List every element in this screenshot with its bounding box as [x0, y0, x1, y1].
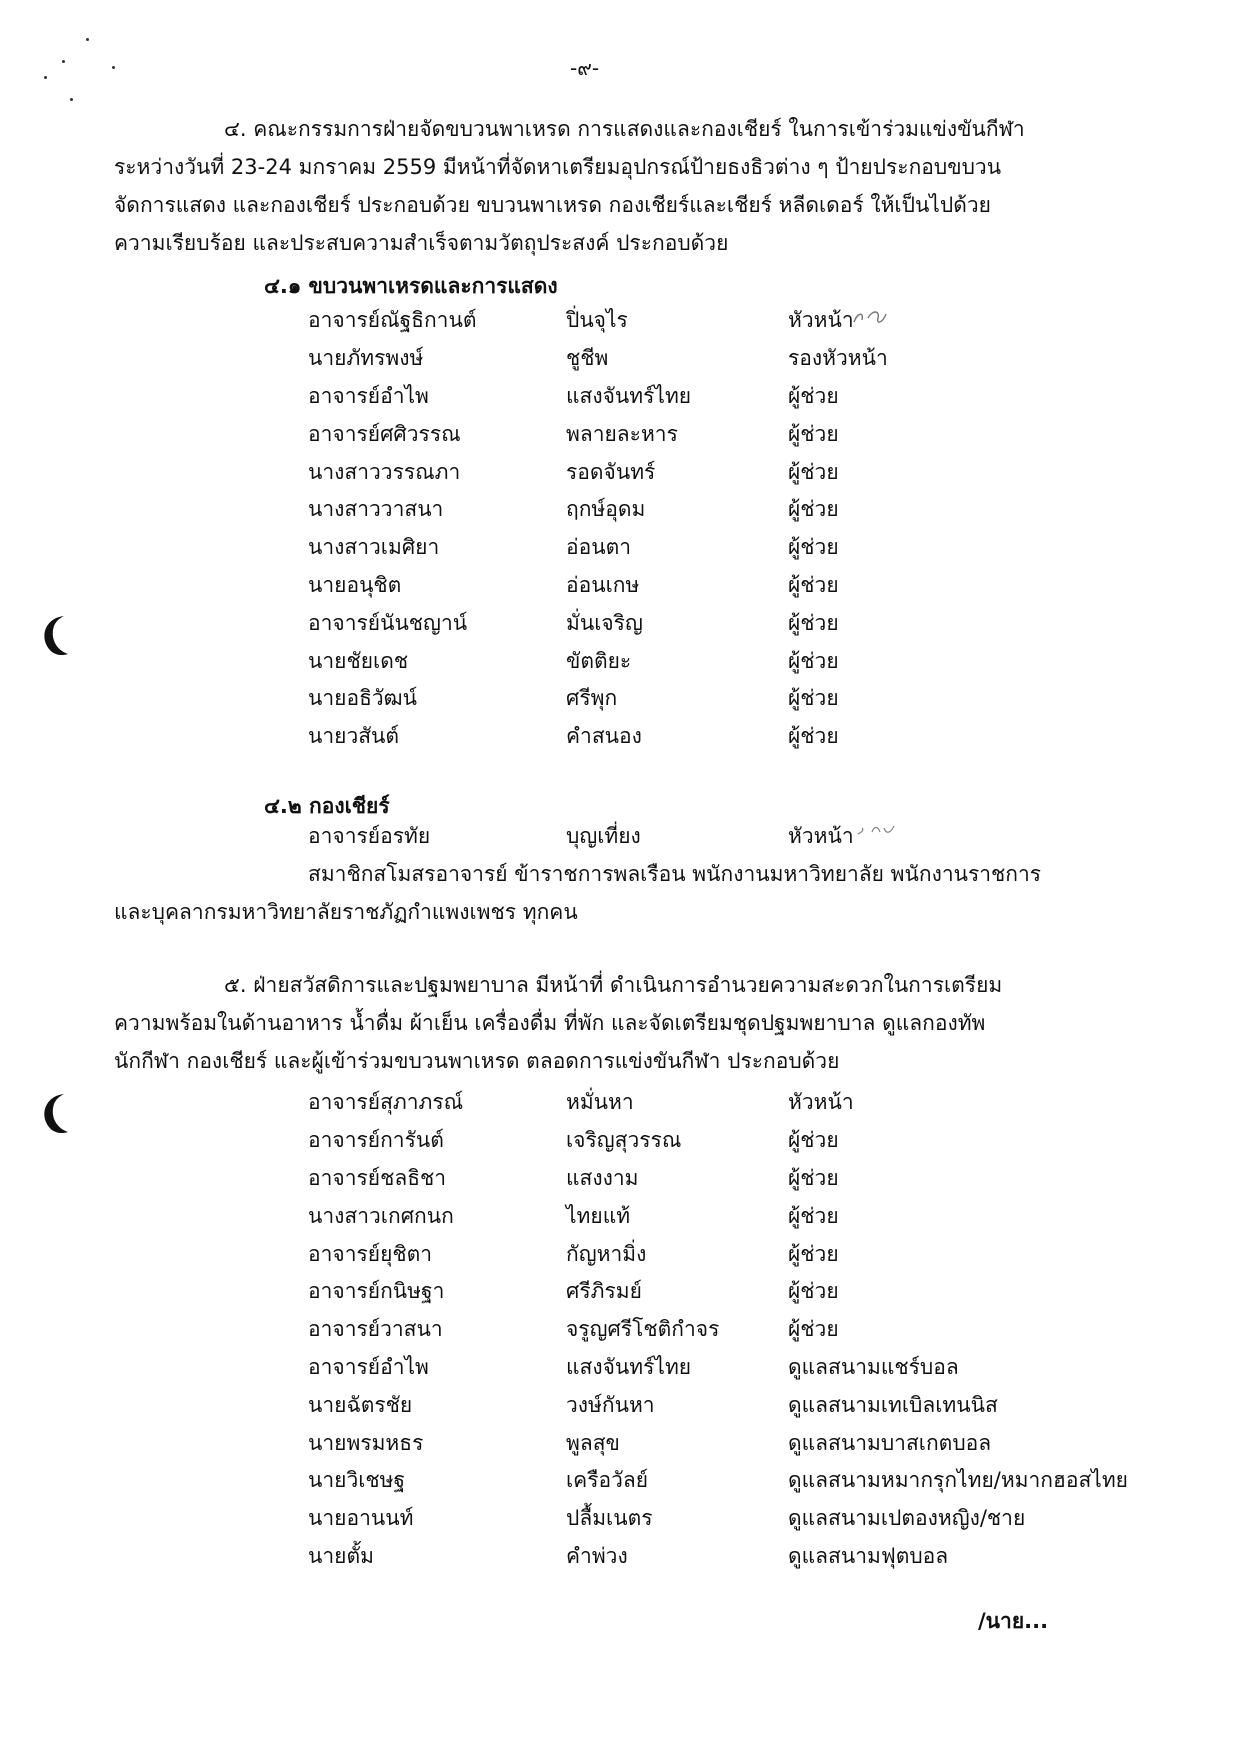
table-row — [308, 1160, 1188, 1198]
scan-speck — [70, 98, 73, 101]
member-surname: รอดจันทร์ — [566, 459, 656, 484]
member-name: นายอนุชิต — [308, 572, 402, 597]
member-surname: คำพ่วง — [566, 1543, 628, 1568]
punch-hole-icon — [34, 612, 74, 658]
member-role: หัวหน้า — [788, 824, 854, 849]
scan-speck — [86, 38, 89, 41]
table-row — [308, 302, 1188, 340]
member-role: ผู้ช่วย — [788, 648, 839, 673]
member-role: ผู้ช่วย — [788, 459, 839, 484]
member-name: อาจารย์ณัฐธิกานต์ — [308, 308, 477, 333]
member-surname: อ่อนตา — [566, 535, 632, 560]
scan-speck — [44, 76, 47, 79]
table-row — [308, 1462, 1188, 1500]
cheer-note-line: และบุคลากรมหาวิทยาลัยราชภัฏกำแพงเพชร ทุกคน — [114, 900, 578, 924]
member-role: ผู้ช่วย — [788, 724, 839, 749]
member-role: ดูแลสนามบาสเกตบอล — [788, 1430, 992, 1455]
cheer-note-line: สมาชิกสโมสรอาจารย์ ข้าราชการพลเรือน พนักงานมหาวิทยาลัย พนักงานราชการ — [308, 862, 1042, 886]
member-surname: ศรีภิรมย์ — [566, 1279, 642, 1304]
member-surname: อ่อนเกษ — [566, 572, 640, 597]
member-surname: คำสนอง — [566, 724, 642, 749]
section5-intro-line: นักกีฬา กองเชียร์ และผู้เข้าร่วมขบวนพาเหรด ตลอดการแข่งขันกีฬา ประกอบด้วย — [114, 1049, 840, 1073]
punch-hole-icon — [34, 1090, 74, 1136]
member-role: ผู้ช่วย — [788, 535, 839, 560]
member-role: ผู้ช่วย — [788, 1203, 839, 1228]
member-name: นายตั้ม — [308, 1543, 374, 1568]
member-surname: แสงงาม — [566, 1165, 639, 1190]
member-surname: มั่นเจริญ — [566, 610, 643, 635]
scan-speck — [112, 66, 115, 69]
member-name: อาจารย์การันต์ — [308, 1128, 444, 1153]
table-row — [308, 718, 1188, 756]
member-role: ดูแลสนามหมากรุกไทย/หมากฮอสไทย — [788, 1468, 1128, 1493]
member-name: นายภัทรพงษ์ — [308, 346, 424, 371]
table-row — [308, 1084, 1188, 1122]
member-name: อาจารย์อำไพ — [308, 383, 429, 408]
member-role: ดูแลสนามเทเบิลเทนนิส — [788, 1392, 998, 1417]
table-row — [308, 1273, 1188, 1311]
table-row — [308, 1538, 1188, 1576]
member-name: นายอธิวัฒน์ — [308, 686, 417, 711]
page-number: -๙- — [570, 56, 600, 80]
table-row — [308, 567, 1188, 605]
member-surname: กัญหามิ่ง — [566, 1241, 647, 1266]
table-row — [308, 415, 1188, 453]
member-role: ผู้ช่วย — [788, 421, 839, 446]
section5-intro-line: ความพร้อมในด้านอาหาร น้ำดื่ม ผ้าเย็น เครื่องดื่ม ที่พัก และจัดเตรียมชุดปฐมพยาบาล ดูแลกองทัพ — [114, 1011, 986, 1035]
member-surname: พลายละหาร — [566, 421, 678, 446]
member-role: ผู้ช่วย — [788, 1241, 839, 1266]
member-role: ดูแลสนามฟุตบอล — [788, 1543, 949, 1568]
member-surname: เครือวัลย์ — [566, 1468, 649, 1493]
member-name: นางสาวเมศิยา — [308, 535, 440, 560]
scan-speck — [62, 60, 65, 63]
table-row — [308, 1500, 1188, 1538]
member-role: ดูแลสนามเปตองหญิง/ชาย — [788, 1506, 1026, 1531]
member-role: ผู้ช่วย — [788, 572, 839, 597]
table-row — [308, 1311, 1188, 1349]
member-name: นายวสันต์ — [308, 724, 400, 749]
section4-intro — [114, 110, 1025, 262]
member-surname: วงษ์กันหา — [566, 1392, 655, 1417]
section5-intro-line: ๕. ฝ่ายสวัสดิการและปฐมพยาบาล มีหน้าที่ ดำเนินการอำนวยความสะดวกในการเตรียม — [224, 973, 1003, 997]
member-surname: บุญเที่ยง — [566, 824, 641, 849]
member-surname: ปลื้มเนตร — [566, 1506, 653, 1531]
member-name: นายฉัตรชัย — [308, 1392, 413, 1417]
member-name: อาจารย์อำไพ — [308, 1354, 429, 1379]
table-row — [308, 1122, 1188, 1160]
table-row — [308, 1349, 1188, 1387]
member-role: ผู้ช่วย — [788, 1317, 839, 1342]
initials-scribble — [852, 306, 888, 328]
member-name: อาจารย์สุภาภรณ์ — [308, 1090, 464, 1115]
member-role: ผู้ช่วย — [788, 497, 839, 522]
member-role: หัวหน้า — [788, 1090, 854, 1115]
initials-scribble — [856, 822, 896, 840]
member-role: ผู้ช่วย — [788, 1128, 839, 1153]
table-row — [308, 680, 1188, 718]
section4-intro-line: จัดการแสดง และกองเชียร์ ประกอบด้วย ขบวนพาเหรด กองเชียร์และเชียร์ หลีดเดอร์ ให้เป็นไปด้วย — [114, 193, 991, 217]
member-surname: ฤกษ์อุดม — [566, 497, 646, 522]
section5-intro — [114, 966, 1002, 1080]
member-role: ผู้ช่วย — [788, 610, 839, 635]
section5-roster — [308, 1084, 1188, 1575]
subsection-4-1-roster — [308, 302, 1188, 756]
page-continuation-marker: /นาย... — [978, 1609, 1049, 1633]
member-role: หัวหน้า — [788, 308, 854, 333]
member-surname: จรูญศรีโชติกำจร — [566, 1317, 720, 1342]
member-surname: ปิ่นจุไร — [566, 308, 628, 333]
table-row — [308, 529, 1188, 567]
member-surname: แสงจันทร์ไทย — [566, 383, 692, 408]
member-name: นายพรมหธร — [308, 1430, 424, 1455]
table-row — [308, 1424, 1188, 1462]
member-role: ผู้ช่วย — [788, 686, 839, 711]
member-surname: ขัตติยะ — [566, 648, 632, 673]
subsection-4-2-title: ๔.๒ กองเชียร์ — [264, 794, 390, 818]
table-row — [308, 642, 1188, 680]
table-row — [308, 453, 1188, 491]
member-surname: พูลสุข — [566, 1430, 620, 1455]
member-name: อาจารย์นันชญาน์ — [308, 610, 468, 635]
member-name: นายชัยเดช — [308, 648, 409, 673]
table-row — [308, 491, 1188, 529]
member-role: ดูแลสนามแชร์บอล — [788, 1354, 959, 1379]
member-name: นางสาววาสนา — [308, 497, 444, 522]
table-row — [308, 378, 1188, 416]
member-role: รองหัวหน้า — [788, 346, 888, 371]
member-name: นายวิเชษฐ — [308, 1468, 406, 1493]
section4-intro-line: ๔. คณะกรรมการฝ่ายจัดขบวนพาเหรด การแสดงและกองเชียร์ ในการเข้าร่วมแข่งขันกีฬา — [224, 117, 1025, 141]
member-role: ผู้ช่วย — [788, 383, 839, 408]
member-name: นางสาวเกศกนก — [308, 1203, 454, 1228]
member-name: อาจารย์อรทัย — [308, 824, 431, 849]
member-name: นางสาววรรณภา — [308, 459, 461, 484]
member-name: อาจารย์ชลธิชา — [308, 1165, 447, 1190]
member-name: อาจารย์กนิษฐา — [308, 1279, 445, 1304]
subsection-4-2-roster — [308, 818, 1188, 856]
member-surname: หมั่นหา — [566, 1090, 634, 1115]
member-name: อาจารย์ยุชิตา — [308, 1241, 433, 1266]
member-name: นายอานนท์ — [308, 1506, 414, 1531]
table-row — [308, 604, 1188, 642]
table-row — [308, 1386, 1188, 1424]
table-row — [308, 340, 1188, 378]
subsection-4-1-title: ๔.๑ ขบวนพาเหรดและการแสดง — [264, 274, 558, 298]
member-surname: เจริญสุวรรณ — [566, 1128, 682, 1153]
member-surname: แสงจันทร์ไทย — [566, 1354, 692, 1379]
member-surname: ศรีพุก — [566, 686, 618, 711]
member-role: ผู้ช่วย — [788, 1165, 839, 1190]
member-surname: ไทยแท้ — [566, 1203, 631, 1228]
section4-intro-line: ความเรียบร้อย และประสบความสำเร็จตามวัตถุประสงค์ ประกอบด้วย — [114, 231, 729, 255]
section4-intro-line: ระหว่างวันที่ 23-24 มกราคม 2559 มีหน้าที่จัดหาเตรียมอุปกรณ์ป้ายธงธิวต่าง ๆ ป้ายประกอบขบวน — [114, 155, 1002, 179]
table-row — [308, 1235, 1188, 1273]
member-role: ผู้ช่วย — [788, 1279, 839, 1304]
member-name: อาจารย์วาสนา — [308, 1317, 443, 1342]
member-surname: ชูชีพ — [566, 346, 609, 371]
member-name: อาจารย์ศศิวรรณ — [308, 421, 461, 446]
table-row — [308, 818, 1188, 856]
table-row — [308, 1197, 1188, 1235]
